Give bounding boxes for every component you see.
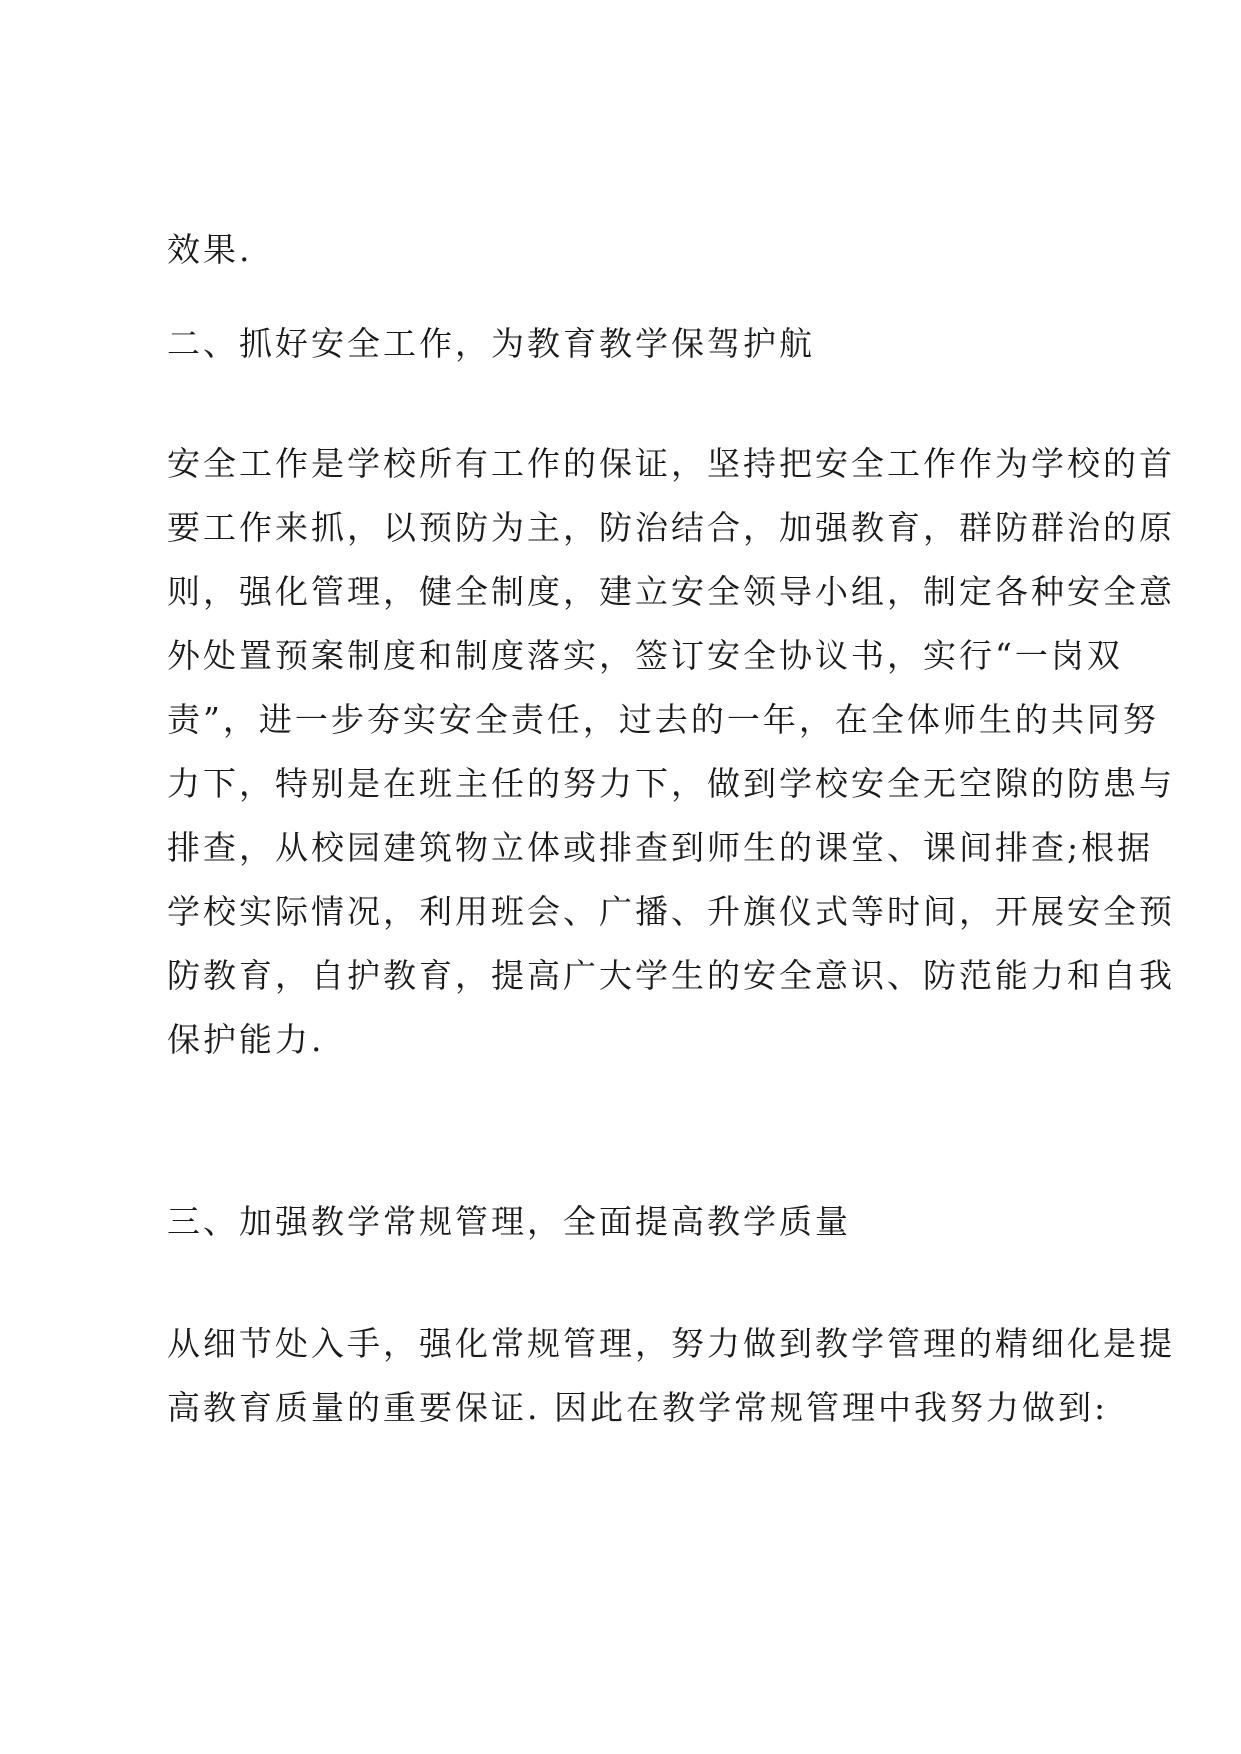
text-line: 外处置预案制度和制度落实，签订安全协议书，实行“一岗双 (167, 636, 1123, 675)
text-line: 保护能力. (167, 1020, 325, 1059)
text-line: 从细节处入手，强化常规管理，努力做到教学管理的精细化是提 (167, 1324, 1175, 1363)
lead-fragment (167, 218, 1097, 282)
text-line: 防教育，自护教育，提高广大学生的安全意识、防范能力和自我 (167, 956, 1175, 995)
text-line: 责”，进一步夯实安全责任，过去的一年，在全体师生的共同努 (167, 700, 1159, 739)
text-line: 高教育质量的重要保证. 因此在教学常规管理中我努力做到: (167, 1388, 1109, 1427)
text-line: 排查，从校园建筑物立体或排查到师生的课堂、课间排查;根据 (167, 828, 1154, 867)
text-line: 则，强化管理，健全制度，建立安全领导小组，制定各种安全意 (167, 572, 1175, 611)
text-line: 学校实际情况，利用班会、广播、升旗仪式等时间，开展安全预 (167, 892, 1175, 931)
section-heading-teaching (167, 1190, 1097, 1254)
section-heading-safety (167, 312, 1097, 376)
paragraph-safety (167, 432, 1175, 1072)
text-line: 力下，特别是在班主任的努力下，做到学校安全无空隙的防患与 (167, 764, 1175, 803)
heading-text: 二、抓好安全工作，为教育教学保驾护航 (167, 324, 815, 363)
text-line: 效果. (167, 230, 253, 269)
heading-text: 三、加强教学常规管理，全面提高教学质量 (167, 1202, 851, 1241)
text-line: 安全工作是学校所有工作的保证，坚持把安全工作作为学校的首 (167, 444, 1175, 483)
text-line: 要工作来抓，以预防为主，防治结合，加强教育，群防群治的原 (167, 508, 1175, 547)
paragraph-teaching (167, 1312, 1175, 1440)
